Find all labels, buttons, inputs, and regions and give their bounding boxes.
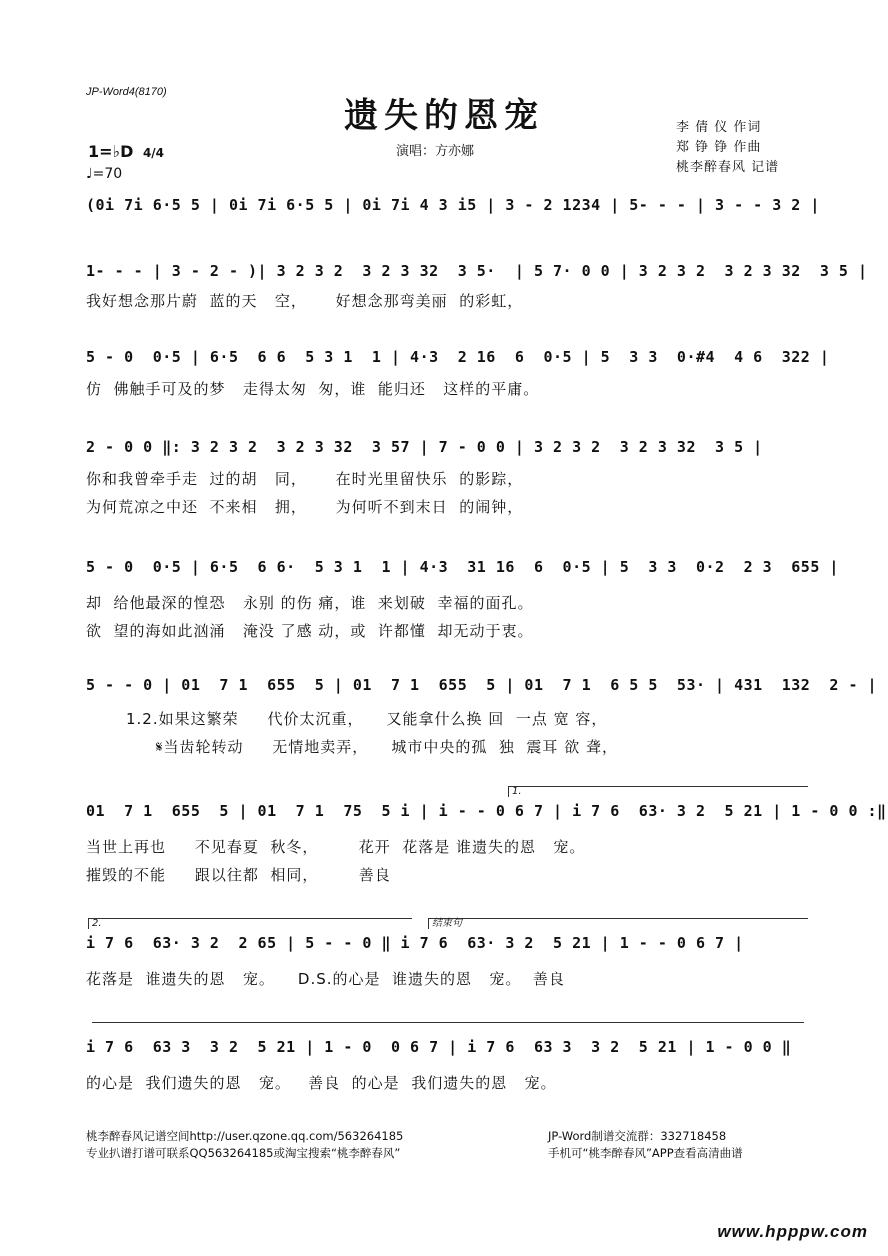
lyric-line: 仿 佛触手可及的梦 走得太匆 匆，谁 能归还 这样的平庸。	[86, 380, 540, 398]
lyric-line: 我好想念那片蔚 蓝的天 空， 好想念那弯美丽 的彩虹，	[86, 292, 524, 310]
coda-continuation-line	[92, 1022, 804, 1023]
second-ending-bracket: 2.	[88, 918, 412, 929]
notation-line: 1- - - | 3 - 2 - )| 3 2 3 2 3 2 3 32 3 5· | 5 7· 0 0 | 3 2 3 2 3 2 3 32 3 5 |	[86, 262, 868, 280]
notation-line: i 7 6 63 3 3 2 5 21 | 1 - 0 0 6 7 | i 7 6 63 3 3 2 5 21 | 1 - 0 0 ‖	[86, 1038, 792, 1056]
footer-left	[86, 1128, 403, 1162]
lyric-line: 1.2.如果这繁荣 代价太沉重， 又能拿什么换 回 一点 宽 容，	[126, 710, 608, 728]
tempo-marking: ♩=70	[86, 166, 123, 182]
lyric-line: 却 给他最深的惶恐 永别 的伤 痛，谁 来划破 幸福的面孔。	[86, 594, 534, 612]
lyric-line: 的心是 我们遗失的恩 宠。 善良 的心是 我们遗失的恩 宠。	[86, 1074, 557, 1092]
first-ending-bracket: 1.	[508, 786, 808, 797]
footer-group-line: JP-Word制谱交流群：332718458	[548, 1129, 727, 1143]
transcriber-credit: 桃李醉春风 记谱	[676, 160, 780, 175]
notation-line: i 7 6 63· 3 2 2 65 | 5 - - 0 ‖ i 7 6 63· 3 2 5 21 | 1 - - 0 6 7 |	[86, 934, 744, 952]
key-label: 1=♭D	[88, 142, 134, 161]
lyric-line: 你和我曾牵手走 过的胡 同， 在时光里留快乐 的影踪，	[86, 470, 524, 488]
lyric-line: 摧毁的不能 跟以往都 相同， 善良	[86, 866, 391, 884]
notation-line: 2 - 0 0 ‖: 3 2 3 2 3 2 3 32 3 57 | 7 - 0 0 | 3 2 3 2 3 2 3 32 3 5 |	[86, 438, 763, 456]
song-title: 遗失的恩宠	[344, 96, 544, 136]
lyric-line: 为何荒凉之中还 不来相 拥， 为何听不到末日 的闹钟，	[86, 498, 524, 516]
lyricist-credit: 李 倩 仪 作词	[676, 120, 762, 135]
footer-contact-line: 专业扒谱打谱可联系QQ563264185或淘宝搜索“桃李醉春风”	[86, 1146, 401, 1160]
notation-line: (0i 7i 6·5 5 | 0i 7i 6·5 5 | 0i 7i 4 3 i5 | 3 - 2 1234 | 5- - - | 3 - - 3 2 |	[86, 196, 820, 214]
notation-line: 5 - - 0 | 01 7 1 655 5 | 01 7 1 655 5 | 01 7 1 6 5 5 53· | 431 132 2 - |	[86, 676, 878, 694]
footer-right	[548, 1128, 743, 1162]
credits-block	[676, 118, 779, 178]
key-signature	[88, 142, 164, 161]
singer-credit: 演唱：方亦娜	[396, 144, 475, 159]
notation-line: 01 7 1 655 5 | 01 7 1 75 5 i | i - - 0 6 7 | i 7 6 63· 3 2 5 21 | 1 - 0 0 :‖	[86, 802, 887, 820]
site-watermark: www.hpppw.com	[717, 1222, 868, 1241]
lyric-line: 欲 望的海如此汹涌 淹没 了感 动，或 许都懂 却无动于衷。	[86, 622, 534, 640]
composer-credit: 郑 铮 铮 作曲	[676, 140, 762, 155]
notation-line: 5 - 0 0·5 | 6·5 6 6 5 3 1 1 | 4·3 2 16 6 0·5 | 5 3 3 0·#4 4 6 322 |	[86, 348, 830, 366]
lyric-line: 𝄋当齿轮转动 无情地卖弄， 城市中央的孤 独 震耳 欲 聋，	[156, 738, 618, 756]
coda-bracket: 结束句	[428, 918, 808, 929]
footer-website-line: 桃李醉春风记谱空间http://user.qzone.qq.com/563264185	[86, 1129, 404, 1143]
lyric-line: 花落是 谁遗失的恩 宠。 D.S.的心是 谁遗失的恩 宠。 善良	[86, 970, 565, 988]
footer-app-line: 手机可“桃李醉春风”APP查看高清曲谱	[548, 1146, 743, 1160]
software-label: JP-Word4(8170)	[86, 86, 167, 98]
lyric-line: 当世上再也 不见春夏 秋冬， 花开 花落是 谁遗失的恩 宠。	[86, 838, 586, 856]
notation-line: 5 - 0 0·5 | 6·5 6 6· 5 3 1 1 | 4·3 31 16 6 0·5 | 5 3 3 0·2 2 3 655 |	[86, 558, 839, 576]
time-signature: 4/4	[142, 146, 165, 160]
